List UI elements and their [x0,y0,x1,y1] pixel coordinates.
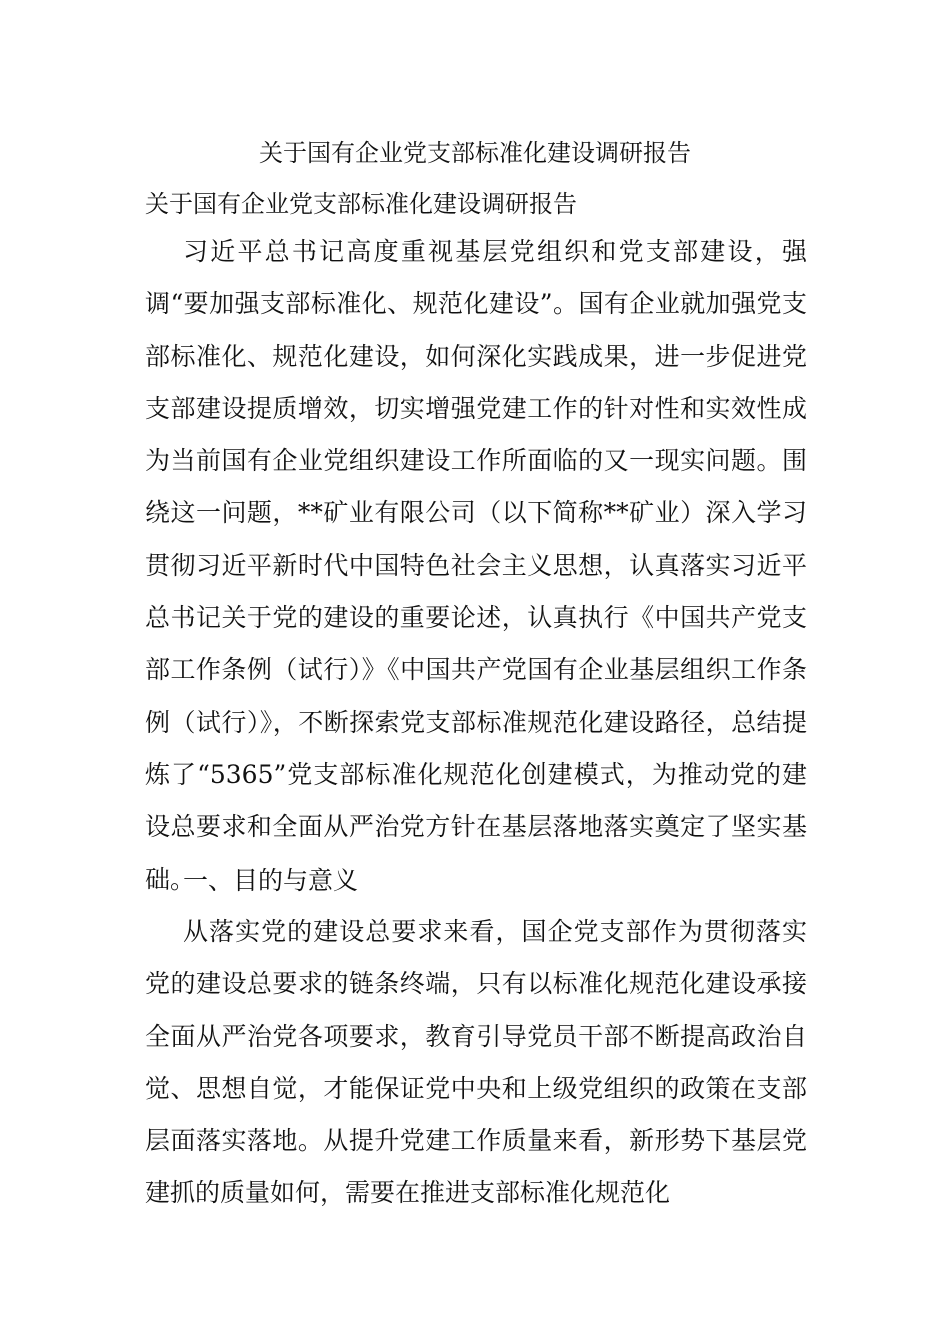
document-title: 关于国有企业党支部标准化建设调研报告 [259,139,691,167]
intro-paragraph: 习近平总书记高度重视基层党组织和党支部建设，强调“要加强支部标准化、规范化建设”。国有企业就加强党支部标准化、规范化建设，如何深化实践成果，进一步促进党支部建设提质增效，切实增强党建工作的针对性和实效性成为当前国有企业党组织建设工作所面临的又一现实问题。围绕这一问题，**矿业有限公司（以下简称**矿业）深入学习贯彻习近平新时代中国特色社会主义思想，认真落实习近平总书记关于党的建设的重要论述，认真执行《中国共产党支部工作条例（试行）》《中国共产党国有企业基层组织工作条例（试行）》，不断探索党支部标准规范化建设路径，总结提炼了“5365”党支部标准化规范化创建模式，为推动党的建设总要求和全面从严治党方针在基层落地落实奠定了坚实基础。 [145,237,807,894]
document-subtitle: 关于国有企业党支部标准化建设调研报告 [145,190,577,218]
section-heading: 一、目的与意义 [183,866,359,895]
section-paragraph: 从落实党的建设总要求来看，国企党支部作为贯彻落实党的建设总要求的链条终端，只有以标准化规范化建设承接全面从严治党各项要求，教育引导党员干部不断提高政治自觉、思想自觉，才能保证党中央和上级党组织的政策在支部层面落实落地。从提升党建工作质量来看，新形势下基层党建抓的质量如何，需要在推进支部标准化规范化 [145,917,807,1208]
